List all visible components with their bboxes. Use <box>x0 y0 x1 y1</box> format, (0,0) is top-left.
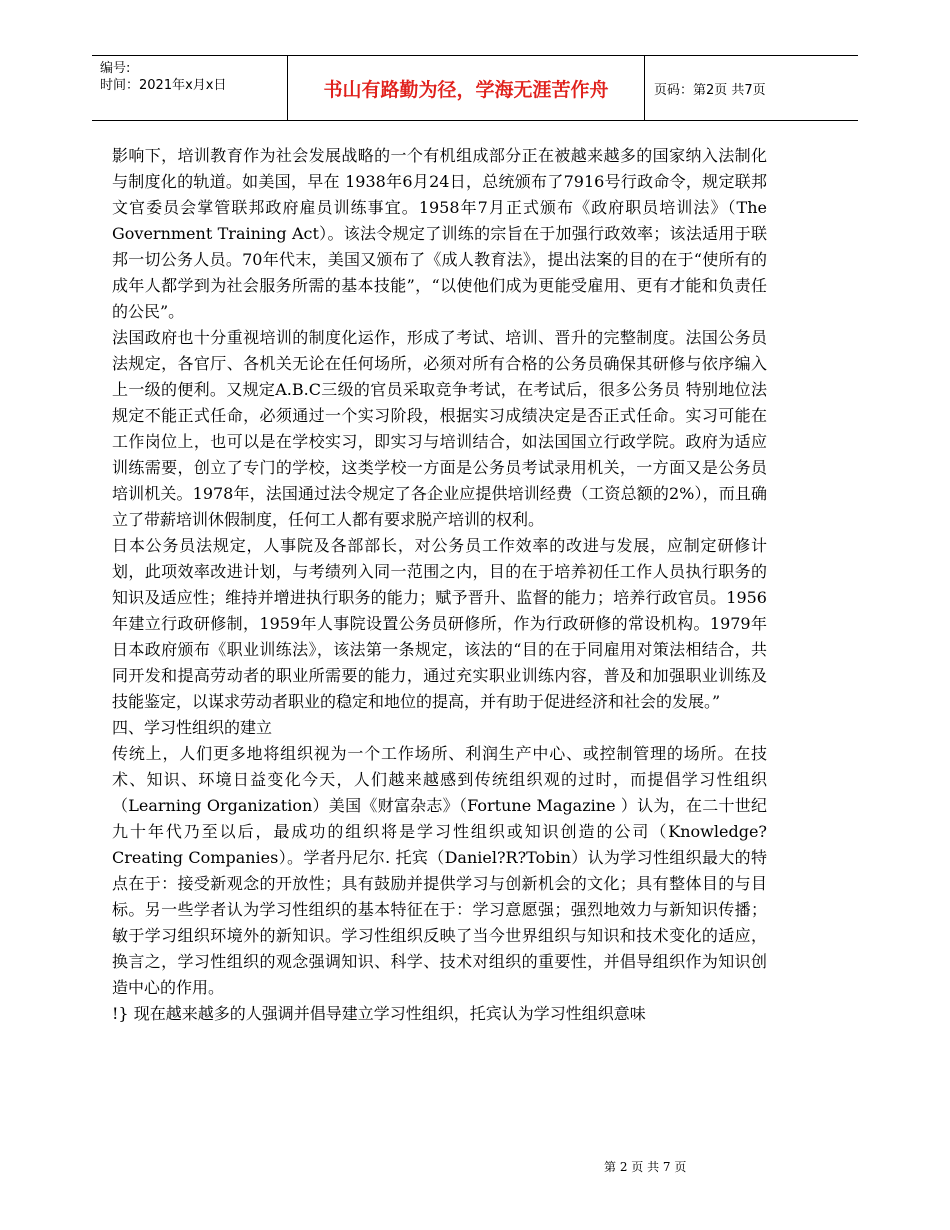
header-page-info: 页码：第2页 共7页 <box>654 82 766 98</box>
document-body <box>112 143 767 1027</box>
time-label: 时间：2021年x月x日 <box>100 78 227 93</box>
paragraph: 日本公务员法规定，人事院及各部部长，对公务员工作效率的改进与发展，应制定研修计划，此项效率改进计划，与考绩列入同一范围之内，目的在于培养初任工作人员执行职务的知识及适应性；维持并增进执行职务的能力；赋予晋升、监督的能力；培养行政官员。1956年建立行政研修制，1959年人事院设置公务员研修所，作为行政研修的常设机构。1979年日本政府颁布《职业训练法》，该法第一条规定，该法的“目的在于同雇用对策法相结合，共同开发和提高劳动者的职业所需要的能力，通过充实职业训练内容，普及和加强职业训练及技能鉴定，以谋求劳动者职业的稳定和地位的提高，并有助于促进经济和社会的发展。” <box>112 536 767 711</box>
section-heading: 四、学习性组织的建立 <box>112 718 273 737</box>
page-header <box>92 55 858 121</box>
paragraph: !} 现在越来越多的人强调并倡导建立学习性组织，托宾认为学习性组织意味 <box>112 1004 646 1023</box>
paragraph: 法国政府也十分重视培训的制度化运作，形成了考试、培训、晋升的完整制度。法国公务员法规定，各官厅、各机关无论在任何场所，必须对所有合格的公务员确保其研修与依序编入上一级的便利。又规定A.B.C三级的官员采取竞争考试，在考试后，很多公务员 特别地位法规定不能正式任命，必须通过一个实习阶段，根据实习成绩决定是否正式任命。实习可能在工作岗位上，也可以是在学校实习，即实习与培训结合，如法国国立行政学院。政府为适应训练需要，创立了专门的学校，这类学校一方面是公务员考试录用机关，一方面又是公务员培训机关。1978年，法国通过法令规定了各企业应提供培训经费（工资总额的2%），而且确立了带薪培训休假制度，任何工人都有要求脱产培训的权利。 <box>112 328 767 529</box>
paragraph: 影响下，培训教育作为社会发展战略的一个有机组成部分正在被越来越多的国家纳入法制化与制度化的轨道。如美国，早在 1938年6月24日，总统颁布了7916号行政命令，规定联邦文官委员会掌管联邦政府雇员训练事宜。1958年7月正式颁布《政府职员培训法》（The Government Training Act）。该法令规定了训练的宗旨在于加强行政效率；该法适用于联邦一切公务人员。70年代末，美国又颁布了《成人教育法》，提出法案的目的在于“使所有的成年人都学到为社会服务所需的基本技能”，“以使他们成为更能受雇用、更有才能和负责任的公民”。 <box>112 146 767 321</box>
header-meta <box>92 56 287 120</box>
page-footer: 第 2 页 共 7 页 <box>604 1160 687 1174</box>
paragraph: 传统上，人们更多地将组织视为一个工作场所、利润生产中心、或控制管理的场所。在技术、知识、环境日益变化今天，人们越来越感到传统组织观的过时，而提倡学习性组织（Learning Organization）美国《财富杂志》（Fortune Magazine ）认为，在二十世纪九十年代乃至以后，最成功的组织将是学习性组织或知识创造的公司（Knowledge? Creating Companies）。学者丹尼尔. 托宾（Daniel?R?Tobin）认为学习性组织最大的特点在于：接受新观念的开放性；具有鼓励并提供学习与创新机会的文化；具有整体目的与目标。另一些学者认为学习性组织的基本特征在于：学习意愿强；强烈地效力与新知识传播；敏于学习组织环境外的新知识。学习性组织反映了当今世界组织与知识和技术变化的适应，换言之，学习性组织的观念强调知识、科学、技术对组织的重要性，并倡导组织作为知识创造中心的作用。 <box>112 744 767 997</box>
header-motto: 书山有路勤为径，学海无涯苦作舟 <box>287 56 645 120</box>
number-label: 编号: <box>100 61 131 76</box>
